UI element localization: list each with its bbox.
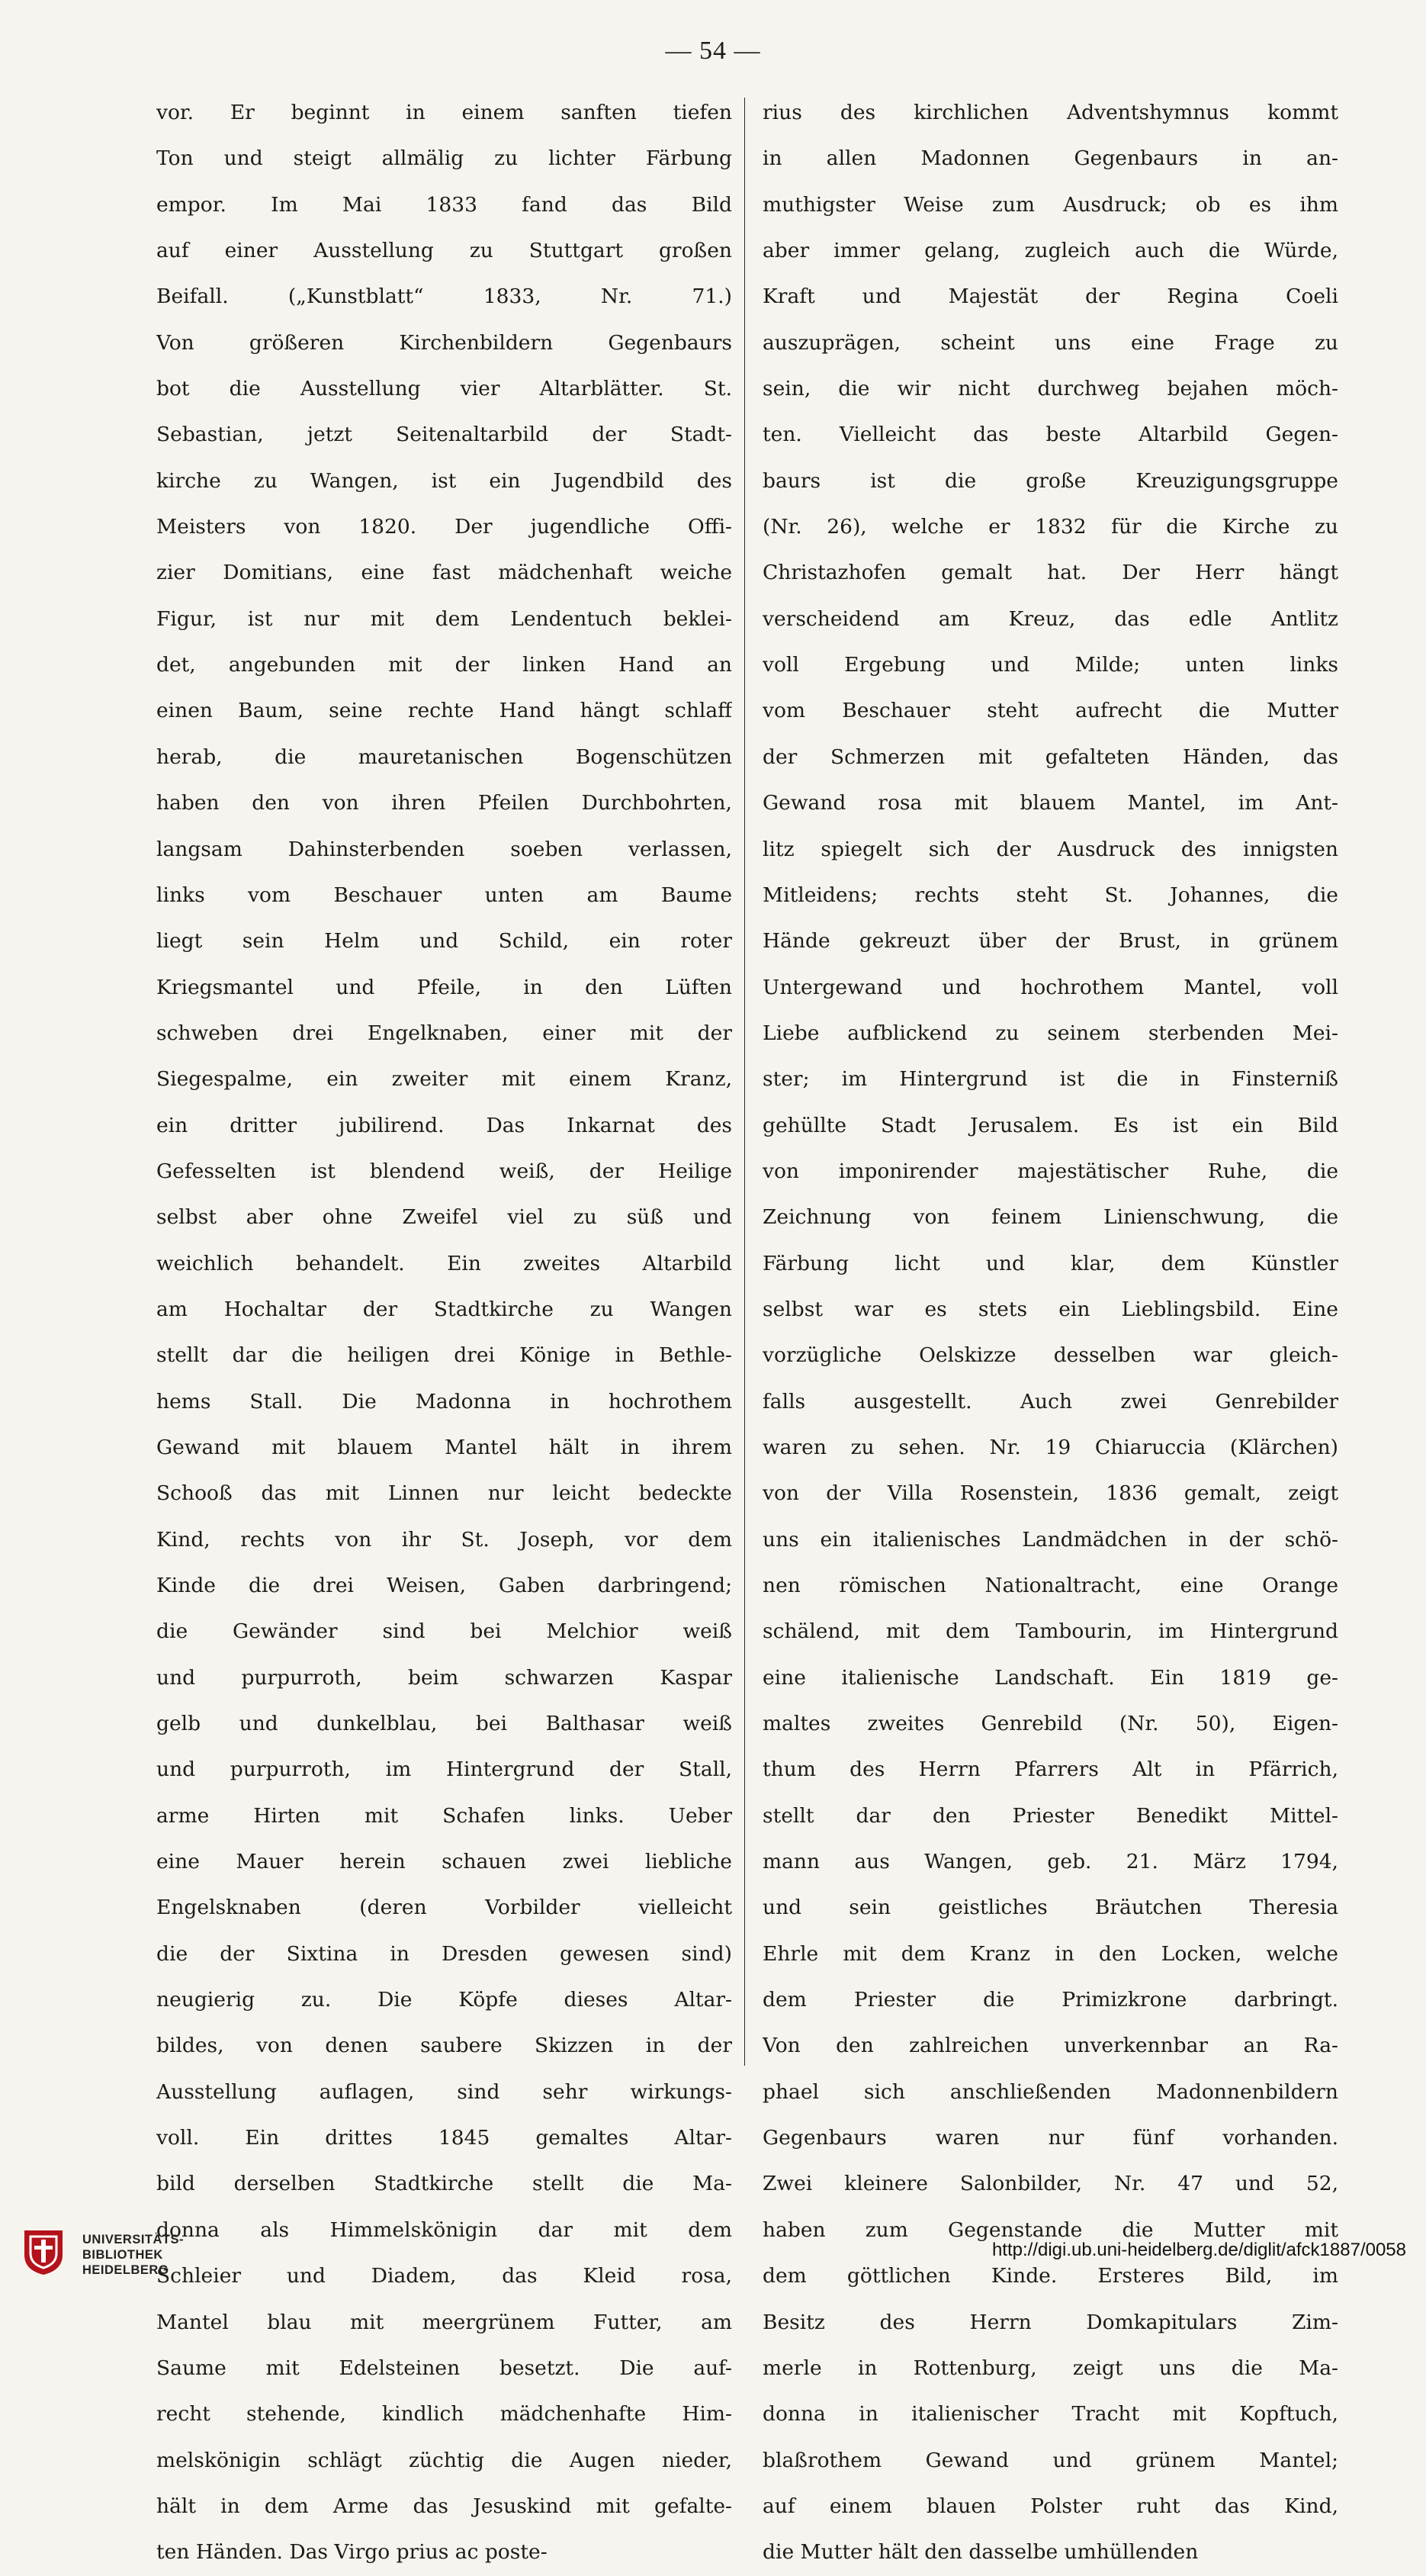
text-line: donna als Himmelskönigin dar mit dem xyxy=(156,2217,732,2242)
text-line: hems Stall. Die Madonna in hochrothem xyxy=(156,1389,732,1413)
text-line: muthigster Weise zum Ausdruck; ob es ihm xyxy=(763,192,1338,217)
text-line: Von den zahlreichen unverkennbar an Ra- xyxy=(763,2034,1338,2058)
text-line: am Hochaltar der Stadtkirche zu Wangen xyxy=(156,1297,732,1321)
text-line: thum des Herrn Pfarrers Alt in Pfärrich, xyxy=(763,1758,1338,1782)
text-line: bild derselben Stadtkirche stellt die Ma- xyxy=(156,2172,732,2196)
text-line: litz spiegelt sich der Ausdruck des innigsten xyxy=(763,837,1338,861)
text-line: ein dritter jubilirend. Das Inkarnat des xyxy=(156,1113,732,1137)
text-line: und sein geistliches Bräutchen Theresia xyxy=(763,1896,1338,1920)
text-line: eine italienische Landschaft. Ein 1819 ge- xyxy=(763,1665,1338,1690)
logo-line: HEIDELBERG xyxy=(82,2263,169,2277)
text-line: Kraft und Majestät der Regina Coeli xyxy=(763,285,1338,309)
text-line: vor. Er beginnt in einem sanften tiefen xyxy=(156,101,732,124)
text-line: Färbung licht und klar, dem Künstler xyxy=(763,1251,1338,1275)
text-line: haben zum Gegenstande die Mutter mit xyxy=(763,2217,1338,2242)
text-line: dem Priester die Primizkrone darbringt. xyxy=(763,1988,1338,2012)
text-line: liegt sein Helm und Schild, ein roter xyxy=(156,929,732,954)
text-line: Zeichnung von feinem Linienschwung, die xyxy=(763,1205,1338,1230)
text-line: Schooß das mit Linnen nur leicht bedeckte xyxy=(156,1481,732,1506)
text-line: Hände gekreuzt über der Brust, in grünem xyxy=(763,929,1338,954)
text-line: vom Beschauer steht aufrecht die Mutter xyxy=(763,699,1338,723)
text-line: ten Händen. Das Virgo prius ac poste- xyxy=(156,2540,548,2565)
text-line: schweben drei Engelknaben, einer mit der xyxy=(156,1021,732,1045)
text-line: langsam Dahinsterbenden soeben verlassen, xyxy=(156,837,732,861)
text-line: Beifall. („Kunstblatt“ 1833, Nr. 71.) xyxy=(156,285,732,309)
text-line: stellt dar den Priester Benedikt Mittel- xyxy=(763,1803,1338,1828)
text-line: die der Sixtina in Dresden gewesen sind) xyxy=(156,1941,732,1966)
text-line: melskönigin schlägt züchtig die Augen nieder, xyxy=(156,2448,732,2472)
text-line: auf einem blauen Polster ruht das Kind, xyxy=(763,2494,1338,2518)
logo-line: BIBLIOTHEK xyxy=(82,2248,163,2262)
text-line: Engelsknaben (deren Vorbilder vielleicht xyxy=(156,1896,732,1920)
text-line: selbst war es stets ein Lieblingsbild. Eine xyxy=(763,1297,1338,1321)
text-line: phael sich anschließenden Madonnenbildern xyxy=(763,2079,1338,2104)
text-line: voll Ergebung und Milde; unten links xyxy=(763,653,1338,677)
text-line: donna in italienischer Tracht mit Kopftuch, xyxy=(763,2402,1338,2426)
text-line: (Nr. 26), welche er 1832 für die Kirche zu xyxy=(763,515,1338,539)
text-line: nen römischen Nationaltracht, eine Orange xyxy=(763,1574,1338,1597)
text-line: ten. Vielleicht das beste Altarbild Gegen- xyxy=(763,423,1338,447)
text-line: empor. Im Mai 1833 fand das Bild xyxy=(156,192,732,217)
text-line: Schleier und Diadem, das Kleid rosa, xyxy=(156,2264,732,2288)
logo-line: UNIVERSITÄTS- xyxy=(82,2233,185,2246)
text-line: rius des kirchlichen Adventshymnus kommt xyxy=(763,101,1338,124)
text-line: Mantel blau mit meergrünem Futter, am xyxy=(156,2310,732,2334)
text-line: auszuprägen, scheint uns eine Frage zu xyxy=(763,330,1338,355)
text-line: hält in dem Arme das Jesuskind mit gefalte- xyxy=(156,2494,732,2518)
text-line: Saume mit Edelsteinen besetzt. Die auf- xyxy=(156,2356,732,2380)
text-line: eine Mauer herein schauen zwei liebliche xyxy=(156,1850,732,1874)
text-line: einen Baum, seine rechte Hand hängt schlaff xyxy=(156,699,732,723)
text-line: kirche zu Wangen, ist ein Jugendbild des xyxy=(156,468,732,493)
text-line: dem göttlichen Kinde. Ersteres Bild, im xyxy=(763,2264,1338,2288)
text-line: und purpurroth, beim schwarzen Kaspar xyxy=(156,1665,732,1690)
text-line: Zwei kleinere Salonbilder, Nr. 47 und 52, xyxy=(763,2172,1338,2196)
text-line: blaßrothem Gewand und grünem Mantel; xyxy=(763,2448,1338,2472)
right-text-column xyxy=(763,90,1338,2576)
text-line: neugierig zu. Die Köpfe dieses Altar- xyxy=(156,1988,732,2012)
footer xyxy=(0,2212,1426,2334)
text-line: auf einer Ausstellung zu Stuttgart großen xyxy=(156,239,732,263)
text-line: mann aus Wangen, geb. 21. März 1794, xyxy=(763,1850,1338,1874)
text-line: Kinde die drei Weisen, Gaben darbringend; xyxy=(156,1574,732,1597)
text-line: recht stehende, kindlich mädchenhafte Him- xyxy=(156,2402,732,2426)
text-line: die Mutter hält den dasselbe umhüllenden xyxy=(763,2540,1199,2565)
text-line: merle in Rottenburg, zeigt uns die Ma- xyxy=(763,2356,1338,2380)
university-seal-icon xyxy=(21,2227,66,2276)
text-line: falls ausgestellt. Auch zwei Genrebilder xyxy=(763,1389,1338,1413)
column-divider xyxy=(744,98,745,2066)
text-line: in allen Madonnen Gegenbaurs in an- xyxy=(763,146,1338,171)
text-line: waren zu sehen. Nr. 19 Chiaruccia (Klärchen) xyxy=(763,1435,1338,1459)
text-line: Sebastian, jetzt Seitenaltarbild der Stadt- xyxy=(156,423,732,447)
text-line: haben den von ihren Pfeilen Durchbohrten, xyxy=(156,791,732,815)
text-line: und purpurroth, im Hintergrund der Stall, xyxy=(156,1758,732,1782)
source-url-link[interactable]: http://digi.ub.uni-heidelberg.de/diglit/afck1887/0058 xyxy=(991,2240,1406,2260)
text-line: Gewand mit blauem Mantel hält in ihrem xyxy=(156,1435,732,1459)
text-line: zier Domitians, eine fast mädchenhaft weiche xyxy=(156,561,732,585)
text-line: maltes zweites Genrebild (Nr. 50), Eigen- xyxy=(763,1712,1338,1736)
text-line: aber immer gelang, zugleich auch die Würde, xyxy=(763,239,1338,263)
text-line: Untergewand und hochrothem Mantel, voll xyxy=(763,975,1338,999)
text-line: ster; im Hintergrund ist die in Finsterniß xyxy=(763,1067,1338,1092)
text-line: Siegespalme, ein zweiter mit einem Kranz, xyxy=(156,1067,732,1092)
text-line: voll. Ein drittes 1845 gemaltes Altar- xyxy=(156,2126,732,2150)
text-line: weichlich behandelt. Ein zweites Altarbild xyxy=(156,1251,732,1275)
text-line: verscheidend am Kreuz, das edle Antlitz xyxy=(763,606,1338,631)
text-line: baurs ist die große Kreuzigungsgruppe xyxy=(763,468,1338,493)
text-line: Ton und steigt allmälig zu lichter Färbung xyxy=(156,146,732,171)
text-line: stellt dar die heiligen drei Könige in Bethle- xyxy=(156,1343,732,1368)
page-number: — 54 — xyxy=(665,37,761,65)
text-line: vorzügliche Oelskizze desselben war gleich- xyxy=(763,1343,1338,1368)
text-line: Besitz des Herrn Domkapitulars Zim- xyxy=(763,2310,1338,2334)
text-line: Von größeren Kirchenbildern Gegenbaurs xyxy=(156,330,732,355)
left-text-column xyxy=(156,90,732,2576)
text-line: Meisters von 1820. Der jugendliche Offi- xyxy=(156,515,732,539)
text-line: arme Hirten mit Schafen links. Ueber xyxy=(156,1803,732,1828)
text-line: Gefesselten ist blendend weiß, der Heilige xyxy=(156,1159,732,1183)
text-line: sein, die wir nicht durchweg bejahen möch- xyxy=(763,377,1338,401)
text-line: det, angebunden mit der linken Hand an xyxy=(156,653,732,677)
text-line: Gewand rosa mit blauem Mantel, im Ant- xyxy=(763,791,1338,815)
text-line: links vom Beschauer unten am Baume xyxy=(156,883,732,907)
text-line: Mitleidens; rechts steht St. Johannes, die xyxy=(763,883,1338,907)
text-line: uns ein italienisches Landmädchen in der schö- xyxy=(763,1527,1338,1552)
text-line: herab, die mauretanischen Bogenschützen xyxy=(156,744,732,769)
text-line: Figur, ist nur mit dem Lendentuch beklei- xyxy=(156,606,732,631)
text-line: von der Villa Rosenstein, 1836 gemalt, zeigt xyxy=(763,1481,1338,1506)
text-line: gehüllte Stadt Jerusalem. Es ist ein Bild xyxy=(763,1113,1338,1137)
text-line: Liebe aufblickend zu seinem sterbenden Mei- xyxy=(763,1021,1338,1045)
text-line: Kriegsmantel und Pfeile, in den Lüften xyxy=(156,975,732,999)
text-line: selbst aber ohne Zweifel viel zu süß und xyxy=(156,1205,732,1230)
text-line: die Gewänder sind bei Melchior weiß xyxy=(156,1619,732,1644)
text-line: bot die Ausstellung vier Altarblätter. St. xyxy=(156,377,732,401)
text-line: Christazhofen gemalt hat. Der Herr hängt xyxy=(763,561,1338,585)
text-line: von imponirender majestätischer Ruhe, die xyxy=(763,1159,1338,1183)
text-line: schälend, mit dem Tambourin, im Hintergrund xyxy=(763,1619,1338,1644)
text-line: gelb und dunkelblau, bei Balthasar weiß xyxy=(156,1712,732,1736)
text-line: der Schmerzen mit gefalteten Händen, das xyxy=(763,744,1338,769)
text-line: bildes, von denen saubere Skizzen in der xyxy=(156,2034,732,2058)
library-logo-text xyxy=(82,2232,184,2278)
text-line: Gegenbaurs waren nur fünf vorhanden. xyxy=(763,2126,1338,2150)
text-line: Ausstellung auflagen, sind sehr wirkungs- xyxy=(156,2079,732,2104)
text-line: Kind, rechts von ihr St. Joseph, vor dem xyxy=(156,1527,732,1552)
text-line: Ehrle mit dem Kranz in den Locken, welche xyxy=(763,1941,1338,1966)
